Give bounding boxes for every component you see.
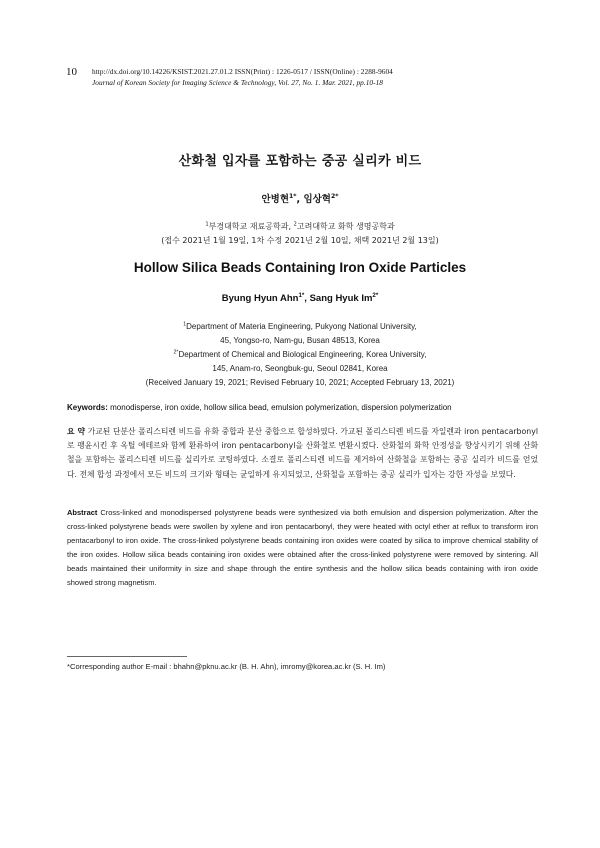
korean-author-1-mark: 1*	[289, 192, 297, 200]
footnote-divider	[67, 656, 187, 657]
journal-citation-line: Journal of Korean Society for Imaging Science & Technology, Vol. 27, No. 1. Mar. 2021, pp.10-18	[92, 78, 383, 87]
english-affil-1-line-2: 45, Yongso-ro, Nam-gu, Busan 48513, Korea	[220, 336, 380, 345]
page-number: 10	[66, 66, 77, 78]
english-affil-1-line-1	[0, 322, 600, 331]
korean-author-1: 안병현	[261, 194, 290, 205]
korean-abstract	[67, 425, 538, 482]
keywords-text: monodisperse, iron oxide, hollow silica bead, emulsion polymerization, dispersion polymerization	[107, 403, 452, 412]
english-title: Hollow Silica Beads Containing Iron Oxide Particles	[133, 260, 467, 275]
korean-abstract-label: 요 약	[67, 427, 85, 436]
korean-affil-1: 부경대학교 재료공학과,	[208, 222, 294, 231]
korean-abstract-text: 가교된 단분산 폴리스티렌 비드를 유화 중합과 분산 중합으로 합성하였다. 가교된 폴리스티렌 비드를 자일렌과 iron pentacarbonyl로 팽윤시킨 후 옥틸 에테르와 함께 환류하여 iron pentacarbonyl을 산화철로 변환시켰다. 산화철의 화학 안정성을 향상시키기 위해 산화철을 포함하는 폴리스티렌 비드를 실리카로 코팅하였다. 소결로 폴리스티렌 비드를 제거하여 산화철을 포함하는 중공 실리카 비드를 얻었다. 전체 합성 과정에서 모든 비드의 크기와 형태는 균일하게 유지되었고, 산화철을 포함하는 중공 실리카 입자는 강한 자성을 보였다.	[67, 427, 538, 479]
english-abstract-label: Abstract	[67, 508, 98, 517]
english-abstract	[67, 506, 538, 591]
corresponding-author-footnote: *Corresponding author E-mail : bhahn@pknu.ac.kr (B. H. Ahn), imromy@korea.ac.kr (S. H. Im)	[67, 662, 386, 671]
korean-authors	[0, 191, 600, 205]
english-affil-1-mark: 1	[183, 321, 187, 328]
english-authors	[0, 293, 600, 304]
english-affil-2-mark: 2*	[173, 349, 179, 356]
korean-author-2: 임상혁	[303, 194, 331, 205]
author-separator: ,	[296, 194, 304, 205]
english-author-2: Sang Hyuk Im	[309, 293, 373, 304]
english-dates: (Received January 19, 2021; Revised February 10, 2021; Accepted February 13, 2021)	[145, 378, 455, 387]
english-abstract-text: Cross-linked and monodispersed polystyrene beads were synthesized via both emulsion and dispersion polymerization. After the cross-linked polystyrene beads were swollen by xylene and iron pentacarbonyl, they were heated with octyl ether at reflux to transform iron pentacarbonyl to iron oxide. The cross-linked polystyrene beads containing iron oxides were coated by silica to improve chemical stability of the iron oxides. Hollow silica beads containing iron oxides were obtained after the cross-linked polystyrene were removed by sintering. All beads maintained their uniformity in size and shape through the entire synthesis and the hollow silica beads containing with iron oxide showed strong magnetism.	[67, 508, 538, 588]
korean-affil-2-mark: 2	[293, 221, 297, 228]
keywords	[67, 403, 452, 412]
english-affil-1-text: Department of Materia Engineering, Pukyong National University,	[186, 322, 417, 331]
korean-dates: (접수 2021년 1월 19일, 1차 수정 2021년 2월 10일, 채택 2021년 2월 13일)	[161, 236, 439, 245]
korean-affil-1-mark: 1	[205, 221, 209, 228]
doi-issn-line: http://dx.doi.org/10.14226/KSIST.2021.27.01.2 ISSN(Print) : 1226-0517 / ISSN(Online) : 2288-9604	[92, 67, 393, 76]
korean-affiliations	[0, 221, 600, 232]
english-affil-2-line-1	[0, 350, 600, 359]
english-author-1-mark: 1*	[298, 291, 305, 299]
english-author-2-mark: 2*	[372, 291, 379, 299]
korean-author-2-mark: 2*	[330, 192, 339, 200]
english-affil-2-text: Department of Chemical and Biological Engineering, Korea University,	[178, 350, 427, 359]
english-author-separator: ,	[304, 293, 310, 304]
keywords-label: Keywords:	[67, 403, 108, 412]
korean-affil-2: 고려대학교 화학 생명공학과	[296, 222, 395, 231]
english-author-1: Byung Hyun Ahn	[221, 293, 299, 304]
english-affil-2-line-2: 145, Anam-ro, Seongbuk-gu, Seoul 02841, Korea	[212, 364, 388, 373]
korean-title: 산화철 입자를 포함하는 중공 실리카 비드	[178, 154, 422, 169]
